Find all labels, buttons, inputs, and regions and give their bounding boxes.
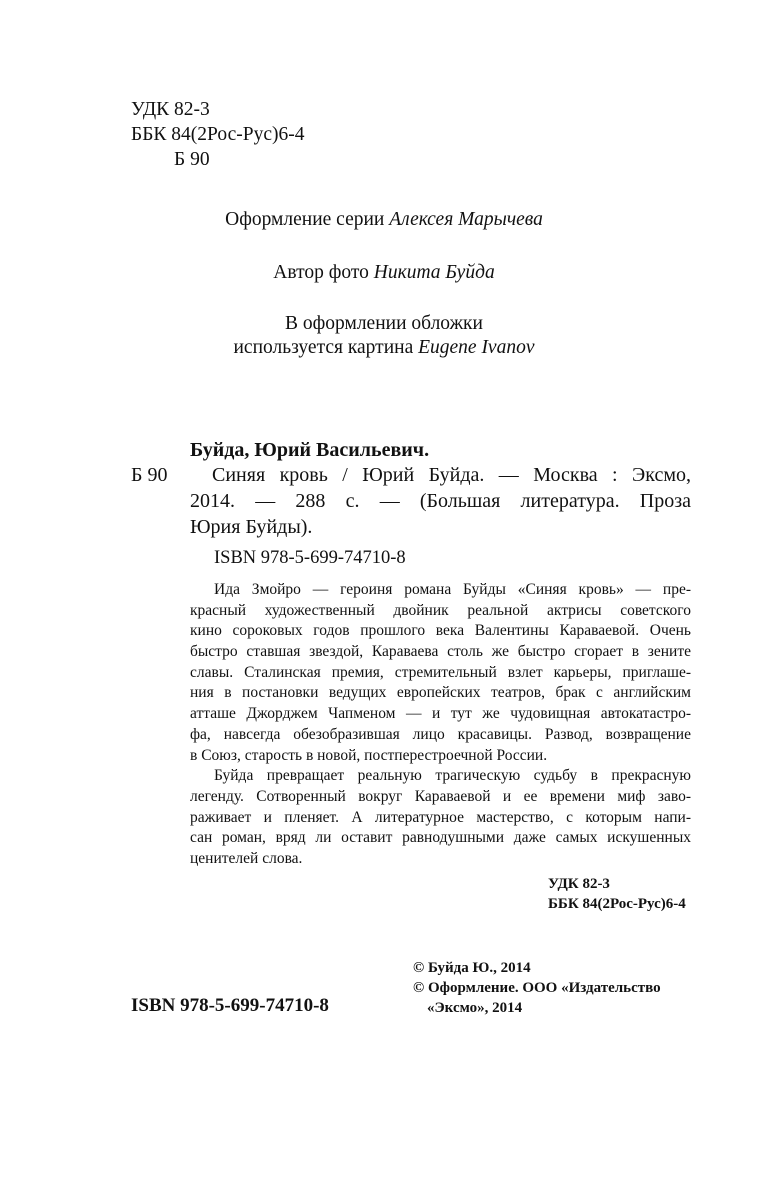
footer-bbk: ББК 84(2Рос-Рус)6-4	[548, 896, 686, 912]
cover-credit	[0, 312, 768, 360]
footer-classification	[548, 874, 686, 914]
annotation-line: быстро ставшая звездой, Караваева столь же быстро сгорает в зените	[190, 643, 691, 661]
series-design-prefix: Оформление серии	[225, 209, 385, 230]
copyright-design-cont: «Эксмо», 2014	[427, 1000, 523, 1016]
entry-isbn: ISBN 978-5-699-74710-8	[214, 548, 406, 568]
classification-codes	[131, 97, 305, 172]
entry-line: 2014. — 288 с. — (Большая литература. Проза	[190, 490, 691, 512]
entry-author-sign: Б 90	[131, 464, 168, 486]
annotation	[190, 580, 691, 870]
entry-author-heading: Буйда, Юрий Васильевич.	[190, 439, 430, 461]
author-sign: Б 90	[174, 149, 210, 170]
udk-code: УДК 82-3	[131, 99, 210, 120]
annotation-line: легенду. Сотворенный вокруг Караваевой и ее времени миф заво-	[190, 787, 691, 805]
annotation-line: славы. Сталинская премия, стремительный взлет карьеры, приглаше-	[190, 663, 691, 681]
copyright-author: © Буйда Ю., 2014	[413, 960, 531, 976]
cover-credit-line2	[0, 336, 768, 360]
entry-description	[190, 462, 691, 540]
annotation-line: ния в постановки ведущих европейских театров, брак с английским	[190, 684, 691, 702]
series-design-name: Алексея Марычева	[389, 209, 543, 230]
photo-prefix: Автор фото	[273, 262, 369, 283]
annotation-line: кино сороковых годов прошлого века Валентины Караваевой. Очень	[190, 622, 691, 640]
bbk-code: ББК 84(2Рос-Рус)6-4	[131, 124, 305, 145]
copyright-design: © Оформление. ООО «Издательство	[413, 980, 661, 996]
cover-credit-prefix: используется картина	[233, 337, 414, 358]
copyright-block	[413, 958, 661, 1018]
annotation-line: Буйда превращает реальную трагическую судьбу в прекрасную	[214, 767, 691, 785]
series-design-credit	[0, 208, 768, 232]
entry-line: Юрия Буйды).	[190, 516, 313, 538]
cover-artist-name: Eugene Ivanov	[418, 337, 535, 358]
cover-credit-line1: В оформлении обложки	[285, 313, 483, 334]
isbn-bottom: ISBN 978-5-699-74710-8	[131, 995, 329, 1016]
entry-line: Синяя кровь / Юрий Буйда. — Москва : Эксмо,	[212, 464, 691, 486]
annotation-line: раживает и пленяет. А литературное мастерство, с которым напи-	[190, 808, 691, 826]
footer-udk: УДК 82-3	[548, 876, 610, 892]
annotation-line: атташе Джорджем Чапменом — и тут же чудовищная автокатастро-	[190, 705, 691, 723]
annotation-line: фа, навсегда обезобразившая лицо красавицы. Развод, возвращение	[190, 725, 691, 743]
photo-credit	[0, 261, 768, 285]
photo-name: Никита Буйда	[373, 262, 495, 283]
annotation-line: красный художественный двойник реальной актрисы советского	[190, 601, 691, 619]
annotation-line: Ида Змойро — героиня романа Буйды «Синяя кровь» — пре-	[214, 581, 691, 598]
annotation-line: сан роман, вряд ли оставит равнодушными даже самых искушенных	[190, 829, 691, 847]
annotation-line: ценителей слова.	[190, 849, 303, 867]
annotation-line: в Союз, старость в новой, постперестроечной России.	[190, 746, 548, 764]
